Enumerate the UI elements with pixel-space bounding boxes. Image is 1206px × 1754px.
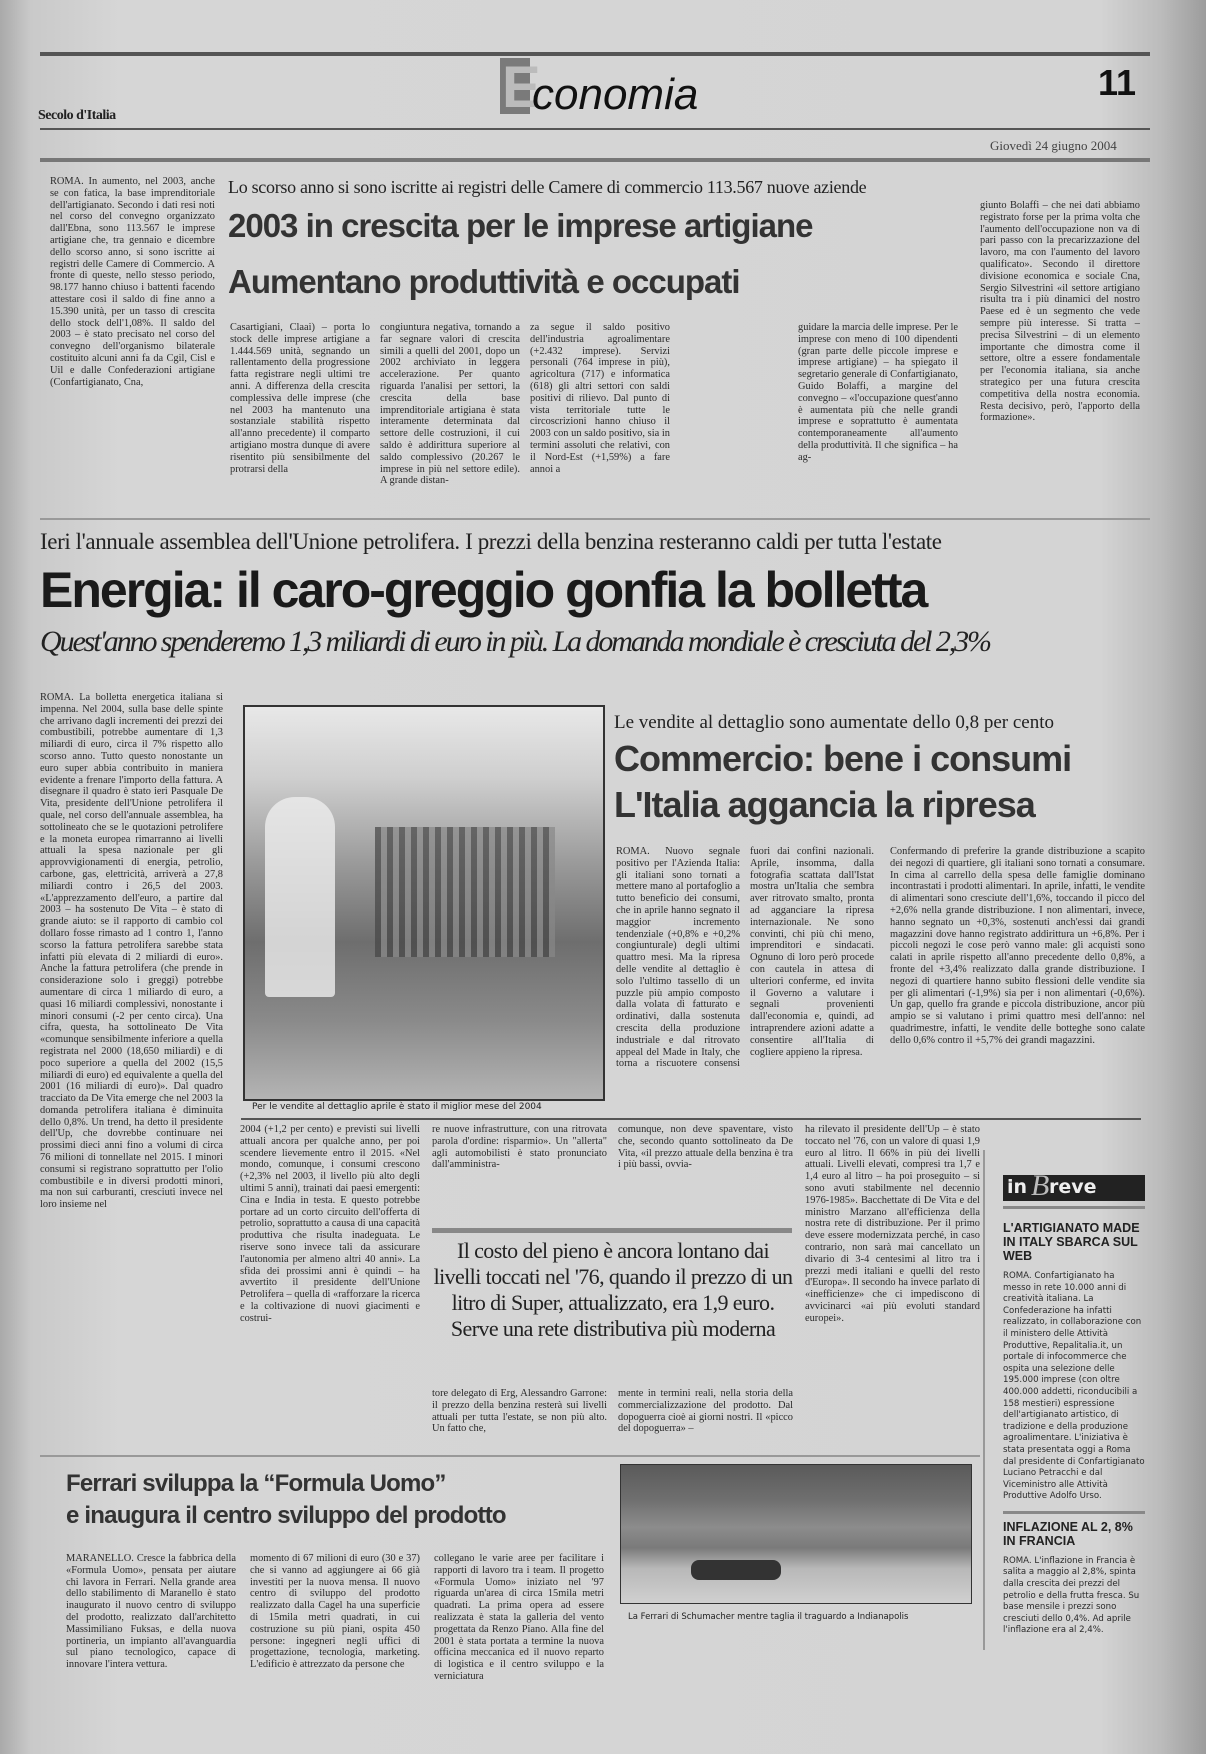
breve-rule [1003, 1206, 1145, 1209]
commercio-headline: L'Italia aggancia la ripresa [614, 784, 1035, 825]
energia-kicker: Ieri l'annuale assemblea dell'Unione petrolifera. I prezzi della benzina resteranno caldi per tutta l'estate [40, 529, 942, 554]
article-kicker: Lo scorso anno si sono iscritte ai registri delle Camere di commercio 113.567 nuove aziende [228, 177, 867, 197]
commercio-kicker: Le vendite al dettaglio sono aumentate dello 0,8 per cento [614, 712, 1055, 733]
article-column: momento di 67 milioni di euro (30 e 37) che si vanno ad aggiungere ai 66 già investiti per la nuova mensa. Il nuovo centro di sviluppo del prodotto realizzato dalla Cagel ha una superficie di 15mila metri quadrati, in cui costruzione su più piani, ospita 450 persone: ingegneri negli uffici di progettazione, tecnologia, marketing. L'edificio è attrezzato da persone che [250, 1553, 420, 1671]
photo-caption: La Ferrari di Schumacher mentre taglia il traguardo a Indianapolis [628, 1612, 909, 1622]
article-column: ha rilevato il presidente dell'Up – è stato toccato nel '76, con un valore di quasi 1,9 euro al litro. Il 66% in più dei livelli attuali. Livelli elevati, compresi tra 1,7 e 1,4 euro al litro – ha poi proseguito – si sono avuti stabilmente nel decennio 1976-1985». Bacchettate di De Vita e del ministro Marzano all'efficienza della nostra rete di distribuzione. Per il primo deve essere modernizzata perché, in caso contrario, non sarà mai cancellato un divario di 3-4 centesimi al litro tra i prezzi medi italiani e quelli del resto d'Europa». Il secondo ha invece parlato di «inefficienze» che ci impediscono di avvicinarci «ai più evoluti standard europei». [805, 1124, 980, 1324]
article-column: ROMA. La bolletta energetica italiana si impenna. Nel 2004, sulla base delle spinte che arrivano dagli incrementi dei prezzi dei combustibili, potrebbe aumentare di 1,3 miliardi di euro, circa il 7% rispetto allo scorso anno. Tutto questo nonostante un euro super abbia contribuito in maniera evidente a frenare l'importo della fattura. A disegnare il quadro è stato ieri Pasquale De Vita, presidente dell'Unione petrolifera il quale, nel corso dell'annuale assemblea, ha sottolineato che se le quotazioni petrolifere e la moneta europea rimarranno ai livelli attuali la spesa nazionale per gli approvvigionamenti di energia, petrolio, carbone, gas, elettricità, arriverà a 27,8 miliardi contro i 26,5 del 2003. «L'apprezzamento dell'euro, a partire dal 2003 – ha sostenuto De Vita – è stato di grande aiuto: se il rapporto di cambio col dollaro fosse rimasto ad 1 contro 1, l'anno scorso la fattura petrolifera sarebbe stata infatti più elevata di 2 miliardi di euro». Anche la fattura petrolifera (che prende in considerazione solo i greggi) potrebbe aumentare di circa 1 miliardo di euro, a quasi 16 miliardi complessivi, nonostante i minori consumi (-2 per cento circa). Una cifra, questa, ha sottolineato De Vita «comunque sensibilmente inferiore a quella registrata nel 2000 (18,650 miliardi) e di poco superiore a quella del 2002 (15,5 miliardi di euro) ed equivalente a quella del 2001 (16 miliardi di euro)». Dal quadro tracciato da De Vita emerge che nel 2003 la domanda petrolifera italiana è diminuita dello 0,8%. Un trend, ha detto il presidente dell'Up, che dovrebbe continuare nei prossimi dieci anni fino a volumi di circa 76 milioni di tonnellate nel 2015. I minori consumi si registrano soprattutto per l'olio combustibile e in diversi prodotti minori, ma non sui carburanti, cresciuti invece nel loro insieme nel [40, 692, 223, 1211]
article-column: collegano le varie aree per facilitare i rapporti di lavoro tra i team. Il progetto «Formula Uomo» iniziato nel '97 riguarda un'area di circa 15mila metri quadrati. La prima opera ad essere realizzata è stata la galleria del vento progettata da Renzo Piano. Alla fine del 2001 è stata portata a termine la nuova officina meccanica ed il nuovo reparto di logistica e il centro sviluppo e la verniciatura [434, 1553, 604, 1682]
article-column: Casartigiani, Claai) – porta lo stock delle imprese artigiane a 1.444.569 unità, segnando un rallentamento della progressione fatta registrare negli ultimi tre anni. A differenza della crescita complessiva delle imprese (che nel 2003 ha mantenuto una sostanziale stabilità rispetto all'anno precedente) il comparto artigiano mostra dunque di avere risentito più sensibilmente del protrarsi della [230, 322, 370, 475]
photo-caption: Per le vendite al dettaglio aprile è stato il miglior mese del 2004 [252, 1102, 542, 1112]
article-column: congiuntura negativa, tornando a far segnare valori di crescita simili a quelli del 2001, dopo un 2002 archiviato in leggera accelerazione. Per quanto riguarda l'analisi per settori, la crescita della base imprenditoriale artigiana è stata interamente determinata dal settore delle costruzioni, il cui saldo è addirittura superiore al saldo complessivo (20.267 le imprese in più nel settore edile). A grande distan- [380, 322, 520, 487]
article-column: ROMA. Nuovo segnale positivo per l'Azienda Italia: gli italiani sono tornati a mettere mano al portafoglio a tutto beneficio dei consumi, che in aprile hanno segnato il maggior incremento tendenziale (+0,8% e +0,2% congiunturale) degli ultimi quattro mesi. Ma la ripresa delle vendite al dettaglio è solo l'ultimo tassello di un puzzle più ampio composto dalla volata di fatturato e ordinativi, dalla sostenuta crescita della produzione industriale e dal ritrovato appeal del Made in Italy, che torna a riscuotere consensi fuori dai confini nazionali. Aprile, insomma, dalla fotografia scattata dall'Istat mostra un'Italia che sembra aver ritrovato smalto, pronta ad agganciare la ripresa internazionale. Ne sono convinti, chi più chi meno, imprenditori e sindacati. Ognuno di loro però procede con cautela in attesa di ulteriori conferme, ed invita il Governo a valutare i segnali provenienti dall'economia e, quindi, ad intraprendere azioni adatte a consentire all'Italia di cogliere appieno la ripresa. [616, 846, 874, 1070]
header-mid-rule [40, 128, 1150, 130]
article-column: ROMA. In aumento, nel 2003, anche se con fatica, la base imprenditoriale dell'artigianato. Secondo i dati resi noti nel corso del convegno organizzato dall'Ebna, sono 113.567 le imprese artigiane che, tra gennaio e dicembre dello scorso anno, si sono iscritte ai registri delle Camere di Commercio. A fronte di queste, nello stesso periodo, 98.177 hanno chiuso i battenti facendo attestare così il saldo di fine anno a 15.390 unità, per un tasso di crescita dello stock dell'1,08%. Il saldo del 2003 – è stato precisato nel corso del convegno dell'organismo bilaterale costituito alcuni anni fa da Cgil, Cisl e Uil e dalle Confederazioni artigiane (Confartigianato, Cna, [50, 176, 215, 388]
breve-rule [1003, 1511, 1145, 1514]
article-column: giunto Bolaffi – che nei dati abbiamo registrato forse per la prima volta che l'aumento dell'occupazione non va di pari passo con la precarizzazione del lavoro, ma con l'aumento del lavoro qualificato». Secondo il direttore divisione economica e sociale Cna, Sergio Silvestrini «il settore artigiano risulta tra i più dinamici del nostro Paese ed è un segmento che vede sempre più interesse. Si tratta – precisa Silvestrini – di un elemento importante che dimostra come il settore, oltre a essere fondamentale per l'economia italiana, sia anche strategico per una futura crescita competitiva della nostra economia. Resta decisivo, però, l'apporto della formazione». [980, 200, 1140, 424]
breve-text: ROMA. Confartigianato ha messo in rete 10.000 anni di creatività italiana. La Confederazione ha infatti realizzato, in collaborazione con il ministero delle Attività Produttive, Repalitalia.it, un portale di infocommerce che ospita una selezione delle 195.000 imprese (con oltre 400.000 addetti, riconducibili a 158 mestieri) espressione dell'artigianato artistico, di tradizione e della produzione agroalimentare. L'iniziativa è stata presentata oggi a Roma dal presidente di Confartigianato Luciano Petracchi e dal Viceministro alle Attività Produttive Adolfo Urso. [1003, 1271, 1145, 1502]
section-divider [40, 518, 1150, 520]
article-column: mente in termini reali, nella storia della commercializzazione del prodotto. Dal dopoguerra cioè ai giorni nostri. Il «picco del dopoguerra» – [618, 1388, 793, 1435]
sidebar-divider [983, 1150, 985, 1650]
article-column: 2004 (+1,2 per cento) e previsti sui livelli attuali ancora per qualche anno, per poi scendere lievemente entro il 2015. «Nel mondo, comunque, i consumi crescono (+2,3% nel 2003, il livello più alto degli ultimi 5 anni), trainati dai paesi emergenti: Cina e India in testa. E questo potrebbe portare ad un corto circuito dell'offerta di petrolio, soprattutto a causa di una capacità produttiva che risulta inadeguata. Le riserve sono invece tali da assicurare l'autonomia per almeno altri 40 anni». La sfida dei prossimi anni è quindi – ha avvertito il presidente dell'Unione Petrolifera – quella di «rafforzare la ricerca e la coltivazione di nuovi giacimenti e costrui- [240, 1124, 420, 1324]
article-column: MARANELLO. Cresce la fabbrica della «Formula Uomo», pensata per aiutare chi lavora in Ferrari. Nella grande area dello stabilimento di Maranello è stato inaugurato il nuovo centro di sviluppo del prodotto, realizzato dall'architetto Massimiliano Fuksas, e della nuova portineria, un impianto all'avanguardia sul piano tecnologico, capace di innovare l'intera vettura. [66, 1553, 236, 1671]
section-title: conomia [532, 70, 699, 119]
energia-subhead: Quest'anno spenderemo 1,3 miliardi di euro in più. La domanda mondiale è cresciuta del 2,3% [40, 625, 990, 658]
ferrari-photo [620, 1464, 972, 1604]
article-headline: 2003 in crescita per le imprese artigiane [228, 207, 813, 244]
page-number: 11 [1098, 62, 1137, 103]
commercio-title-block [614, 710, 1144, 828]
logo-initial: B [1031, 1169, 1050, 1202]
breve-title: INFLAZIONE AL 2, 8% IN FRANCIA [1003, 1519, 1133, 1548]
breve-text: ROMA. L'inflazione in Francia è salita a maggio al 2,8%, spinta dalla crescita dei prezzi del petrolio e della frutta fresca. Su base mensile i prezzi sono cresciuti dello 0,4%. Ad aprile l'inflazione era al 2,4%. [1003, 1555, 1140, 1636]
article-column: comunque, non deve spaventare, visto che, secondo quanto sottolineato da De Vita, «il prezzo attuale della benzina è tra i più bassi, ovvia- [618, 1124, 793, 1171]
ferrari-headline: Ferrari sviluppa la “Formula Uomo” [66, 1470, 446, 1497]
article-headline: Aumentano produttività e occupati [228, 263, 740, 300]
energia-title-block [40, 528, 1160, 660]
artigiani-title-block [228, 176, 968, 310]
shoppers-photo [243, 705, 605, 1101]
energia-headline: Energia: il caro-greggio gonfia la bolletta [40, 562, 927, 618]
article-column: guidare la marcia delle imprese. Per le imprese con meno di 100 dipendenti (gran parte delle piccole imprese e imprese artigiane) – ha spiegato il segretario generale di Confartigianato, Guido Bolaffi, a margine del convegno – «l'occupazione quest'anno è aumentata più che nelle grandi imprese e soprattutto è aumentata contemporaneamente all'aumento della produttività. Il che significa – ha ag- [798, 322, 958, 463]
commercio-headline: Commercio: bene i consumi [614, 738, 1072, 779]
header-bottom-rule [40, 158, 1150, 162]
in-breve-logo [1003, 1169, 1145, 1202]
header-top-rule [40, 52, 1150, 56]
logo-in: in [1007, 1176, 1028, 1198]
article-column: tore delegato di Erg, Alessandro Garrone: il prezzo della benzina resterà sui livelli attuali per tutta l'estate, se non più alto. Un fatto che, [432, 1388, 607, 1435]
box-rule [241, 1118, 1141, 1120]
masthead: Secolo d'Italia [38, 108, 116, 123]
in-breve-sidebar [1003, 1169, 1145, 1637]
ferrari-title-block [66, 1468, 611, 1532]
article-column: za segue il saldo positivo dell'industria agroalimentare (+2.432 imprese). Servizi personali (764 imprese in più), agricoltura (717) e informatica (618) gli altri settori con saldi positivi di rilievo. Dal punto di vista territoriale tutte le circoscrizioni hanno chiuso il 2003 con un saldo positivo, sia in termini assoluti che relativi, con il Nord-Est (+1,59%) a fare annoi a [530, 322, 670, 475]
issue-date: Giovedì 24 giugno 2004 [990, 138, 1117, 153]
article-column: Confermando di preferire la grande distribuzione a scapito dei negozi di quartiere, gli italiani sono tornati a consumare. In cima al carrello della spesa delle famiglie dominano incontrastati i prodotti alimentari. In aprile, infatti, le vendite di alimentari sono cresciute dell'1,6%, toccando il picco del +2,6% nella grande distribuzione. I non alimentari, invece, hanno segnato un +0,3%, sostenuti anch'essi dai grandi magazzini dove hanno registrato addirittura un +6,8%. Per i piccoli negozi le cose però vanno male: gli acquisti sono calati in aprile rispetto all'anno precedente dello 0,8%, a fronte del +3,4% realizzato dalla grande distribuzione. I negozi di quartiere hanno subito flessioni delle vendite sia per gli alimentari (-1,9%) sia per i non alimentari (-0,6%). Un gap, quello fra grande e piccola distribuzione, ancor più ampio se si valutano i primi quattro mesi dell'anno: nel quadrimestre, infatti, le vendite delle botteghe sono calate dello 0,6% contro il +5,7% dei grandi magazzini. [890, 846, 1145, 1046]
logo-rest: reve [1049, 1176, 1097, 1198]
pull-quote: Il costo del pieno è ancora lontano dai livelli toccati nel '76, quando il prezzo di un litro di Super, attualizzato, era 1,9 euro. Serve una rete distributiva più moderna [433, 1238, 793, 1341]
ferrari-headline: e inaugura il centro sviluppo del prodotto [66, 1502, 506, 1529]
section-divider [40, 1455, 980, 1457]
breve-title: L'ARTIGIANATO MADE IN ITALY SBARCA SUL WEB [1003, 1221, 1140, 1263]
article-column: re nuove infrastrutture, con una ritrovata parola d'ordine: risparmio». Un "allerta" agli automobilisti è stato pronunciato dall'amministra- [432, 1124, 607, 1171]
section-initial: E [502, 55, 541, 120]
quote-rule [432, 1228, 792, 1233]
